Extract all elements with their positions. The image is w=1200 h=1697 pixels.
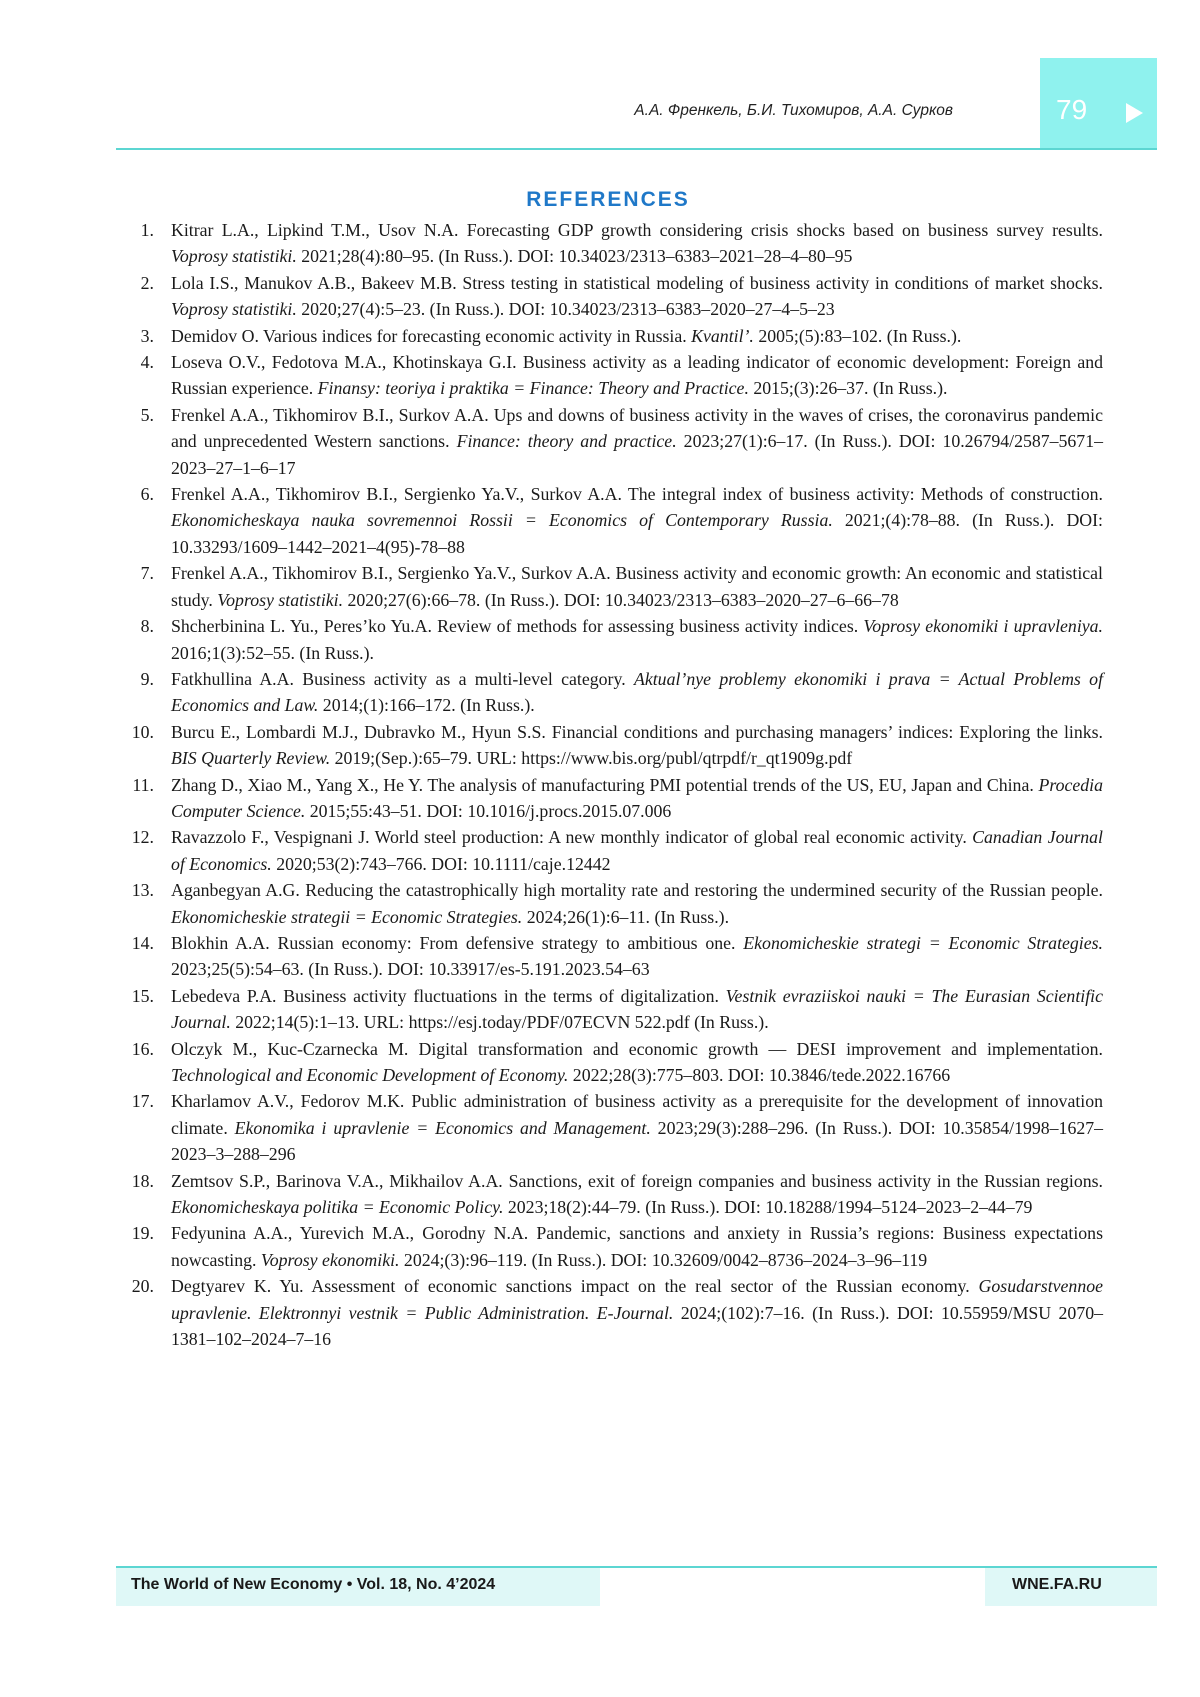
reference-segment: 2021;28(4):80–95. (In Russ.). DOI: 10.34023/2313–6383–2021–28–4–80–95: [296, 246, 853, 267]
reference-segment: 2016;1(3):52–55. (In Russ.).: [171, 642, 374, 663]
section-title: REFERENCES: [526, 188, 690, 211]
reference-text: [171, 669, 1103, 715]
reference-segment: Aganbegyan A.G. Reducing the catastrophically high mortality rate and restoring the undermined security of the Russian people.: [171, 880, 1103, 901]
reference-item: [120, 1220, 1103, 1273]
reference-source-title: Ekonomicheskie strategii = Economic Strategies.: [171, 906, 523, 927]
reference-item: [120, 666, 1103, 719]
reference-number: 8.: [140, 616, 154, 637]
reference-number: 11.: [132, 774, 154, 795]
reference-item: [120, 323, 1103, 349]
reference-text: [171, 1091, 1103, 1164]
reference-item: [120, 217, 1103, 270]
reference-item: [120, 877, 1103, 930]
running-header-authors: А.А. Френкель, Б.И. Тихомиров, А.А. Сурков: [634, 102, 953, 119]
reference-segment: 2014;(1):166–172. (In Russ.).: [318, 695, 535, 716]
reference-item: [120, 1273, 1103, 1352]
reference-number: 16.: [131, 1038, 154, 1059]
reference-text: [171, 326, 961, 346]
reference-number: 14.: [131, 932, 154, 953]
reference-number: 18.: [131, 1170, 154, 1191]
reference-text: [171, 775, 1103, 821]
reference-segment: Ravazzolo F., Vespignani J. World steel production: A new monthly indicator of global real economic activity.: [171, 827, 973, 848]
reference-text: [171, 220, 1103, 266]
reference-segment: Shcherbinina L. Yu., Peres’ko Yu.A. Review of methods for assessing business activity indices.: [171, 616, 864, 637]
reference-number: 3.: [140, 325, 154, 346]
reference-number: 9.: [140, 668, 154, 689]
reference-segment: Loseva O.V., Fedotova M.A., Khotinskaya G.I. Business activity as a leading indicator of economic development: Foreign and Russian experience.: [171, 352, 1103, 399]
reference-item: [120, 772, 1103, 825]
next-arrow-icon: [1126, 103, 1143, 123]
reference-source-title: Ekonomicheskaya politika = Economic Policy.: [171, 1197, 504, 1218]
reference-item: [120, 1036, 1103, 1089]
reference-segment: Lola I.S., Manukov A.B., Bakeev M.B. Stress testing in statistical modeling of business activity in conditions of market shocks.: [171, 272, 1103, 293]
reference-item: [120, 402, 1103, 481]
reference-source-title: Finansy: teoriya i praktika = Finance: Theory and Practice.: [317, 378, 749, 399]
reference-text: [171, 880, 1103, 926]
reference-segment: 2024;(102):7–16. (In Russ.). DOI: 10.55959/MSU 2070–1381–102–2024–7–16: [171, 1302, 1103, 1350]
reference-segment: Kitrar L.A., Lipkind T.M., Usov N.A. Forecasting GDP growth considering crisis shocks based on business survey results.: [171, 220, 1103, 240]
reference-segment: Zemtsov S.P., Barinova V.A., Mikhailov A.A. Sanctions, exit of foreign companies and business activity in the Russian regions.: [171, 1170, 1103, 1191]
reference-item: [120, 719, 1103, 772]
reference-source-title: Procedia Computer Science.: [171, 774, 1103, 821]
reference-segment: 2022;14(5):1–13. URL: https://esj.today/PDF/07ECVN 522.pdf (In Russ.).: [230, 1012, 769, 1033]
reference-segment: 2023;29(3):288–296. (In Russ.). DOI: 10.35854/1998–1627–2023–3–288–296: [171, 1117, 1104, 1165]
reference-source-title: Ekonomicheskaya nauka sovremennoi Rossii = Economics of Contemporary Russia.: [171, 510, 833, 531]
reference-number: 5.: [140, 404, 154, 425]
reference-item: [120, 1168, 1103, 1221]
reference-number: 2.: [140, 272, 154, 293]
reference-source-title: Aktual’nye problemy ekonomiki i prava = Actual Problems of Economics and Law.: [171, 668, 1104, 716]
reference-source-title: Vestnik evraziiskoi nauki = The Eurasian Scientific Journal.: [171, 985, 1103, 1033]
reference-item: [120, 560, 1103, 613]
reference-source-title: Ekonomika i upravlenie = Economics and Management.: [234, 1117, 651, 1138]
reference-segment: Frenkel A.A., Tikhomirov B.I., Sergienko Ya.V., Surkov A.A. The integral index of business activity: Methods of construction.: [171, 484, 1103, 505]
reference-source-title: BIS Quarterly Review.: [171, 748, 331, 769]
reference-segment: Demidov O. Various indices for forecasting economic activity in Russia.: [171, 325, 692, 346]
reference-source-title: Kvantil’.: [691, 325, 754, 346]
reference-text: [171, 722, 1103, 768]
page-number: 79: [1056, 94, 1088, 125]
reference-number: 4.: [140, 352, 154, 373]
reference-segment: 2020;27(6):66–78. (In Russ.). DOI: 10.34023/2313–6383–2020–27–6–66–78: [343, 589, 899, 610]
reference-item: [120, 983, 1103, 1036]
reference-item: [120, 930, 1103, 983]
reference-segment: Kharlamov A.V., Fedorov M.K. Public administration of business activity as a prerequisite for the development of innovation climate.: [171, 1091, 1103, 1138]
reference-source-title: Gosudarstvennoe upravlenie. Elektronnyi vestnik = Public Administration. E-Journal.: [171, 1276, 1103, 1323]
reference-number: 10.: [131, 721, 154, 742]
reference-number: 19.: [131, 1223, 154, 1244]
reference-number: 20.: [131, 1276, 154, 1297]
reference-number: 13.: [131, 880, 154, 901]
reference-segment: 2015;(3):26–37. (In Russ.).: [748, 378, 948, 399]
reference-text: [171, 1171, 1103, 1217]
reference-segment: 2023;27(1):6–17. (In Russ.). DOI: 10.26794/2587–5671–2023–27–1–6–17: [171, 431, 1103, 478]
reference-text: [171, 1039, 1103, 1085]
reference-text: [171, 1276, 1103, 1349]
reference-source-title: Technological and Economic Development of Economy.: [171, 1065, 569, 1085]
reference-segment: Olczyk M., Kuc-Czarnecka M. Digital transformation and economic growth — DESI improvement and implementation.: [171, 1038, 1103, 1059]
reference-segment: 2024;(3):96–119. (In Russ.). DOI: 10.32609/0042–8736–2024–3–96–119: [399, 1249, 928, 1270]
reference-source-title: Voprosy ekonomiki.: [260, 1249, 400, 1270]
reference-segment: 2015;55:43–51. DOI: 10.1016/j.procs.2015.07.006: [305, 800, 672, 821]
reference-text: [171, 827, 1103, 873]
reference-source-title: Voprosy statistiki.: [217, 589, 344, 610]
reference-segment: 2024;26(1):6–11. (In Russ.).: [522, 906, 730, 927]
reference-segment: 2020;53(2):743–766. DOI: 10.1111/caje.12442: [271, 853, 611, 874]
reference-number: 6.: [140, 484, 154, 505]
reference-segment: Burcu E., Lombardi M.J., Dubravko M., Hyun S.S. Financial conditions and purchasing managers’ indices: Exploring the links.: [171, 721, 1103, 742]
reference-item: [120, 481, 1103, 560]
reference-segment: Fatkhullina A.A. Business activity as a multi-level category.: [171, 668, 634, 689]
reference-source-title: Voprosy statistiki.: [171, 246, 297, 267]
reference-source-title: Voprosy statistiki.: [171, 299, 297, 320]
reference-segment: 2023;25(5):54–63. (In Russ.). DOI: 10.33917/es-5.191.2023.54–63: [171, 959, 650, 980]
reference-item: [120, 613, 1103, 666]
reference-number: 17.: [131, 1091, 154, 1112]
reference-segment: Frenkel A.A., Tikhomirov B.I., Surkov A.A. Ups and downs of business activity in the waves of crises, the coronavirus pandemic and unprecedented Western sanctions.: [171, 404, 1103, 452]
footer-site-link[interactable]: WNE.FA.RU: [1012, 1576, 1102, 1593]
reference-segment: 2023;18(2):44–79. (In Russ.). DOI: 10.18288/1994–5124–2023–2–44–79: [503, 1197, 1033, 1218]
header-divider: [116, 148, 1157, 150]
reference-text: [171, 352, 1103, 398]
reference-text: [171, 616, 1103, 662]
reference-number: 15.: [131, 985, 154, 1006]
reference-number: 1.: [140, 220, 154, 240]
reference-source-title: Voprosy ekonomiki i upravleniya.: [863, 616, 1103, 637]
reference-item: [120, 270, 1103, 323]
reference-number: 7.: [140, 563, 154, 584]
reference-text: [171, 484, 1103, 557]
reference-segment: Blokhin A.A. Russian economy: From defensive strategy to ambitious one.: [171, 932, 744, 953]
reference-number: 12.: [131, 827, 154, 848]
reference-segment: Zhang D., Xiao M., Yang X., He Y. The analysis of manufacturing PMI potential trends of the US, EU, Japan and China.: [171, 774, 1039, 795]
reference-segment: 2005;(5):83–102. (In Russ.).: [753, 325, 962, 346]
reference-source-title: Finance: theory and practice.: [456, 431, 677, 452]
reference-text: [171, 986, 1103, 1032]
reference-text: [171, 933, 1103, 979]
reference-segment: Frenkel A.A., Tikhomirov B.I., Sergienko Ya.V., Surkov A.A. Business activity and economic growth: An economic and statistical study.: [171, 563, 1103, 610]
footer-journal-title: The World of New Economy • Vol. 18, No. 4’2024: [131, 1576, 496, 1593]
reference-list: [120, 217, 1103, 1352]
reference-segment: 2022;28(3):775–803. DOI: 10.3846/tede.2022.16766: [568, 1065, 951, 1085]
reference-segment: 2020;27(4):5–23. (In Russ.). DOI: 10.34023/2313–6383–2020–27–4–5–23: [296, 299, 835, 320]
reference-source-title: Ekonomicheskie strategi = Economic Strategies.: [743, 932, 1103, 953]
reference-text: [171, 1223, 1103, 1269]
reference-text: [171, 273, 1103, 319]
reference-segment: Degtyarev K. Yu. Assessment of economic sanctions impact on the real sector of the Russian economy.: [171, 1276, 979, 1297]
reference-item: [120, 1088, 1103, 1167]
reference-segment: Lebedeva P.A. Business activity fluctuations in the terms of digitalization.: [171, 985, 726, 1006]
reference-segment: Fedyunina A.A., Yurevich M.A., Gorodny N.A. Pandemic, sanctions and anxiety in Russia’s regions: Business expectations nowcasting.: [171, 1223, 1103, 1270]
reference-text: [171, 563, 1103, 609]
reference-item: [120, 824, 1103, 877]
reference-item: [120, 349, 1103, 402]
reference-segment: 2021;(4):78–88. (In Russ.). DOI: 10.33293/1609–1442–2021–4(95)-78–88: [171, 510, 1103, 557]
reference-segment: 2019;(Sep.):65–79. URL: https://www.bis.org/publ/qtrpdf/r_qt1909g.pdf: [330, 748, 853, 769]
reference-text: [171, 405, 1103, 478]
reference-source-title: Canadian Journal of Economics.: [171, 827, 1103, 874]
